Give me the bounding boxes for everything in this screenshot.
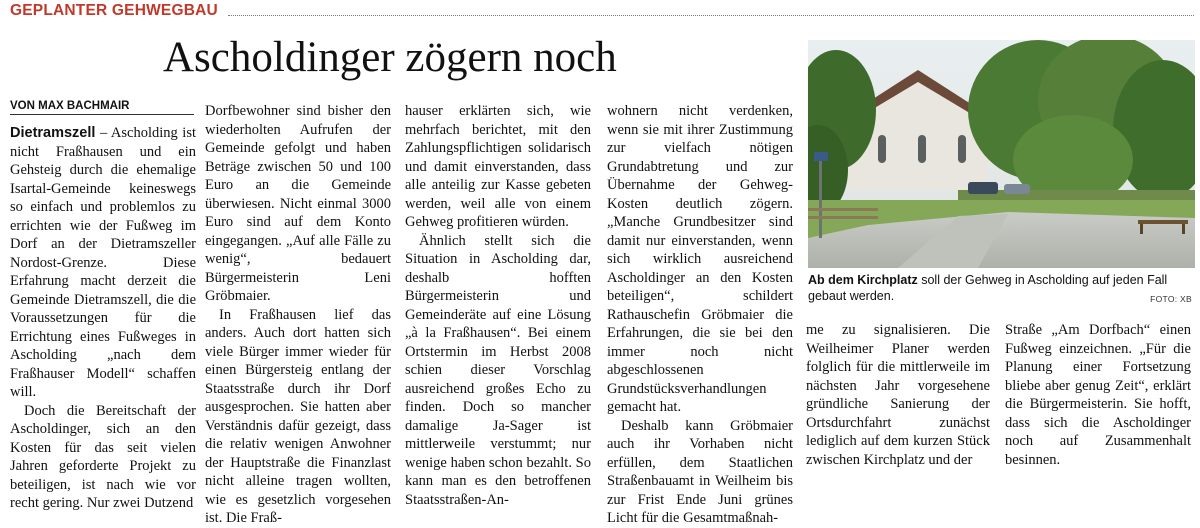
caption-lead: Ab dem Kirchplatz [808,273,918,287]
paragraph: me zu signalisieren. Die Weilheimer Planer werden folglich für die mittlerweile im nächsten Jahr vorgesehene gründliche Sanierung der Ortsdurchfahrt zunächst lediglich auf dem kurzen Stück zwischen Kirchplatz und der [806,322,990,468]
photo-illustration [808,40,1195,268]
article-column-6 [1005,321,1191,469]
paragraph: In Fraßhausen lief das anders. Auch dort hatten sich viele Bürger immer wieder für einen Bürgersteig entlang der Staatsstraße durch ihr Dorf ausgesprochen. Sie hatten aber Verständnis dafür gezeigt, dass die relativ wenigen Anwohner der Hauptstraße die Finanzlast nicht alleine tragen wollten, wie es gesetzlich vorgesehen ist. Die Fraß- [205,306,391,526]
article-column-3 [405,102,591,509]
photo-caption [808,272,1195,304]
paragraph: Straße „Am Dorfbach“ einen Fußweg einzeichnen. „Für die Planung einer Fortsetzung bliebe aber genug Zeit“, erklärt die Bürgermeisterin. Sie hofft, dass sich die Ascholdinger noch auf Zusammenhalt besinnen. [1005,322,1191,468]
caption-text: soll der Gehweg in Ascholding auf jeden Fall gebaut werden. [808,273,1168,303]
paragraph-text: – Ascholding ist nicht Fraßhausen und ein Gehsteig durch die ehemalige Isartal-Gemeinde keineswegs so einfach und problemlos zu errichten wie der Fußweg im Dorf an der Dietramszeller Nordost-Grenze. Diese Erfahrung macht derzeit die Gemeinde Dietramszell, die die Voraussetzungen für die Errichtung eines Fußweges in Ascholding „nach dem Fraßhauser Modell“ schaffen will. [10,125,196,400]
church-square-photo [808,40,1195,268]
byline: VON MAX BACHMAIR [10,100,194,115]
article-column-5 [806,321,990,469]
paragraph: hauser erklärten sich, wie mehrfach berichtet, mit den Zahlungspflichtigen solidarisch und damit einverstanden, dass alle anteilig zur Kasse gebeten werden, weil alle von einem Gehweg profitieren würden. [405,103,591,230]
photo-credit: FOTO: XB [1150,294,1192,304]
paragraph: Doch die Bereitschaft der Ascholdinger, sich an den Kosten für das seit vielen Jahren geforderte Projekt zu beteiligen, ist nach wie vor recht gering. Nur zwei Dutzend [10,402,196,511]
article-column-2 [205,102,391,528]
paragraph: Dorfbewohner sind bisher den wiederholten Aufrufen der Gemeinde gefolgt und haben Beträge zwischen 50 und 100 Euro an die Gemeinde überwiesen. Nicht einmal 3000 Euro sind auf dem Konto eingegangen. „Auf alle Fälle zu wenig“, bedauert Bürgermeisterin Leni Gröbmaier. [205,103,391,304]
kicker: GEPLANTER GEHWEGBAU [10,2,218,19]
paragraph: Ähnlich stellt sich die Situation in Ascholding dar, deshalb hofften Bürgermeisterin und Gemeinderäte auf eine Lösung „à la Fraßhausen“. Bei einem Ortstermin im Herbst 2008 schien dieser Vorschlag ausreichend großes Echo zu finden. Doch so mancher damalige Ja-Sager ist mittlerweile verstummt; nur wenige haben schon bezahlt. So kann man es den betroffenen Staatsstraßen-An- [405,232,591,508]
article-column-1 [10,124,196,513]
kicker-rule [228,15,1194,16]
article-column-4 [607,102,793,528]
paragraph: wohnern nicht verdenken, wenn sie mit ihrer Zustimmung zur vielfach nötigen Grundabtretung und zur Übernahme der Gehweg-Kosten deutlich zögern. „Manche Grundbesitzer sind damit nur einverstanden, wenn sich wirklich ausreichend Ascholdinger an den Kosten beteiligen“, schildert Rathauschefin Gröbmaier die Erfahrungen, die sie bei den immer noch nicht abgeschlossenen Grundstücksverhandlungen gemacht hat. [607,103,793,415]
dateline: Dietramszell [10,125,96,141]
paragraph: Deshalb kann Gröbmaier auch ihr Vorhaben nicht erfüllen, dem Staatlichen Straßenbauamt in Weilheim bis zur Frist Ende Juni grünes Licht für die Gesamtmaßnah- [607,417,793,526]
paragraph [10,124,196,402]
headline: Ascholdinger zögern noch [163,34,617,81]
